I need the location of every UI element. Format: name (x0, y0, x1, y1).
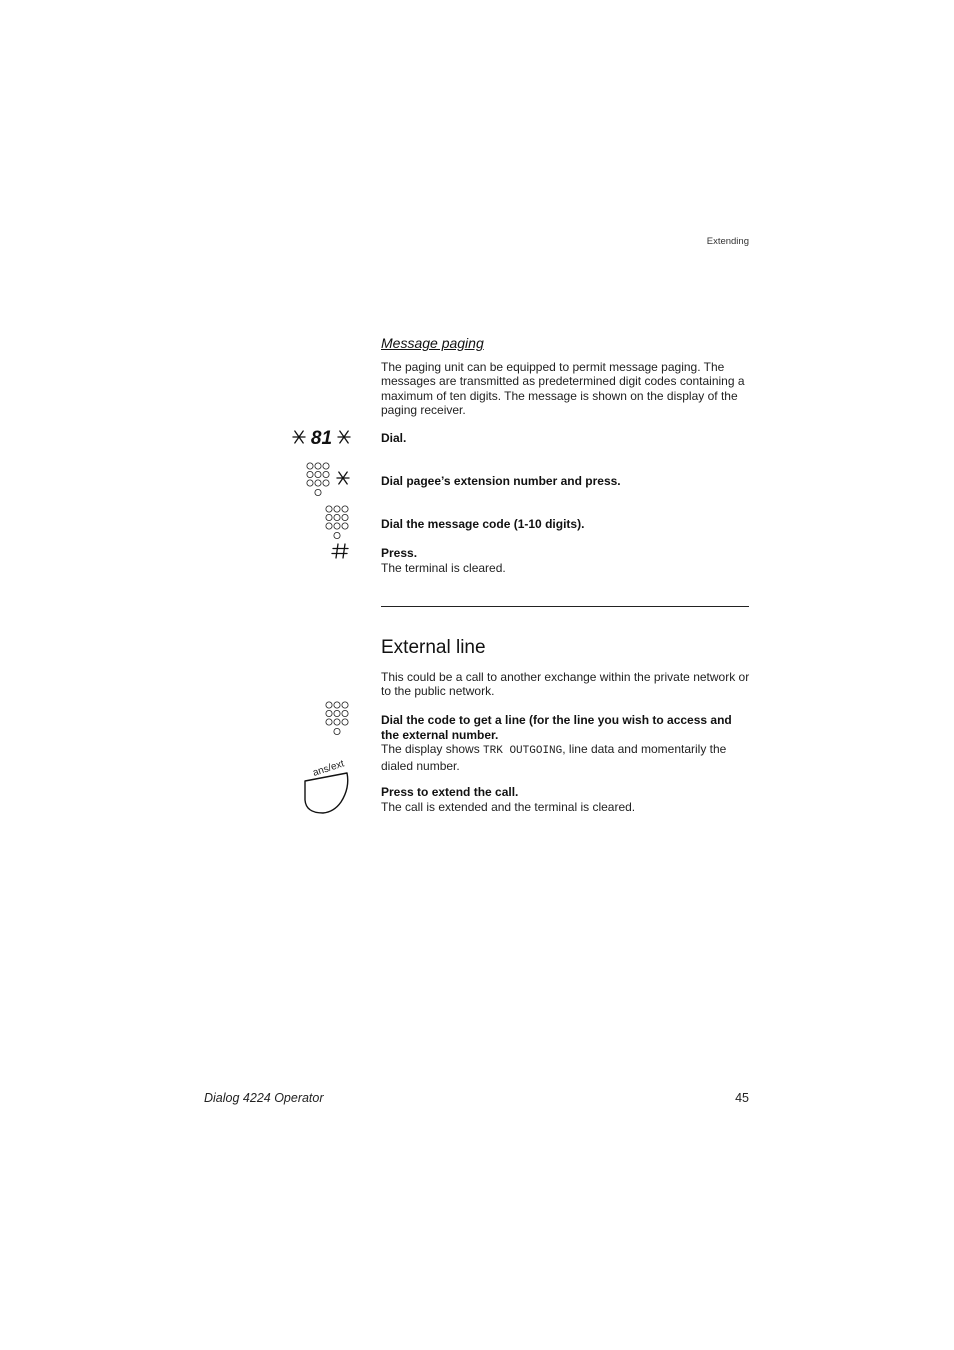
step-dial-extension (381, 474, 753, 489)
keypad-icon (325, 505, 351, 541)
message-paging-intro: The paging unit can be equipped to permit message paging. The messages are transmitted as predetermined digit codes containing a maximum of ten digits. The message is shown on the display of the paging receiver. (381, 360, 745, 417)
step-dial (381, 431, 753, 446)
step-description: The call is extended and the terminal is cleared. (381, 799, 636, 814)
step-title: Dial pagee’s extension number and press. (381, 474, 621, 488)
display-text: TRK OUTGOING (483, 745, 563, 757)
ans-ext-key-icon (300, 758, 356, 816)
desc-text: The display shows (381, 742, 484, 756)
step-dial-message-code (381, 517, 753, 532)
external-line-intro: This could be a call to another exchange within the private network or to the public network. (381, 670, 750, 699)
section-title-message-paging: Message paging (381, 335, 484, 351)
footer-product-name: Dialog 4224 Operator (204, 1091, 324, 1105)
ans-ext-label: ans/ext (311, 758, 346, 779)
page-number: 45 (735, 1091, 749, 1105)
step-press-extend (381, 785, 753, 814)
running-header: Extending (706, 236, 749, 247)
keypad-star-icon (306, 462, 352, 498)
step-title: Dial the code to get a line (for the line you wish to access and the external number. (381, 713, 732, 742)
step-title: Press. (381, 546, 418, 560)
keypad-icon (325, 701, 351, 737)
step-title: Dial. (381, 431, 407, 445)
star-81-star-code-icon (291, 426, 353, 448)
desc-text: , line data and momentarily the dialed number. (381, 742, 727, 773)
section-divider (381, 606, 749, 607)
step-dial-line-code (381, 713, 753, 773)
step-press-hash (381, 546, 753, 575)
section-title-external-line: External line (381, 637, 486, 658)
step-title: Press to extend the call. (381, 785, 519, 799)
step-description (381, 742, 753, 773)
hash-key-icon (331, 542, 351, 560)
step-description: The terminal is cleared. (381, 560, 506, 575)
step-title: Dial the message code (1-10 digits). (381, 517, 585, 531)
code-digits: 81 (310, 428, 333, 448)
